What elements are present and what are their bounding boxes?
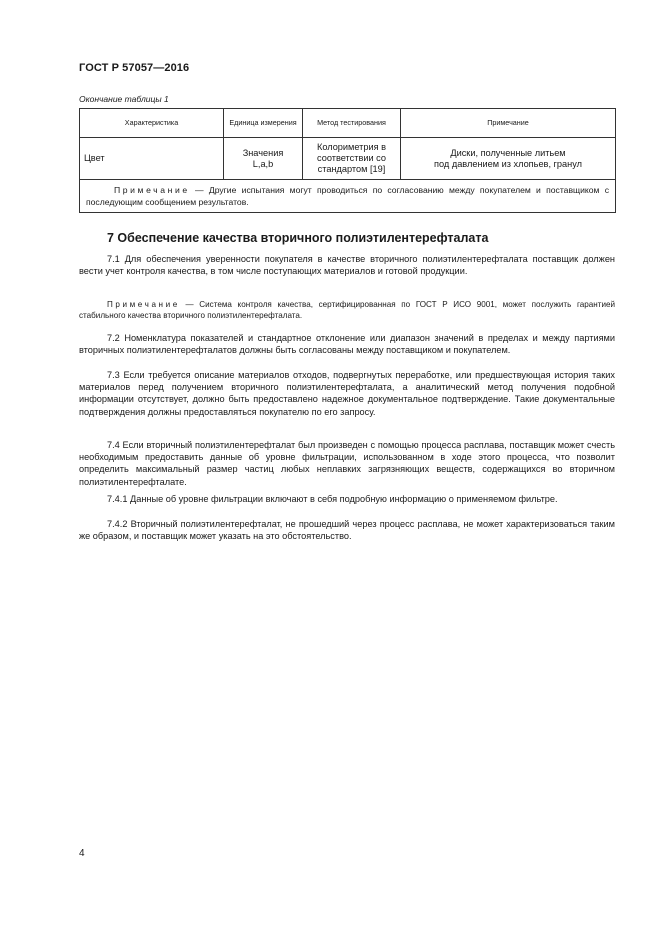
cell-unit-line: Значения [242, 147, 284, 158]
cell-characteristic: Цвет [80, 138, 224, 180]
cell-note [401, 138, 616, 180]
table-row [80, 138, 616, 180]
paragraph-7-1: 7.1 Для обеспечения уверенности покупателя в качестве вторичного полиэтилентерефталата поставщик должен вести учет контроля качества, в том числе поступающих материалов и готовой продукции. [79, 254, 615, 277]
cell-note-line: Диски, полученные литьем [450, 147, 566, 158]
table-note-label: Примечание [114, 185, 190, 195]
cell-method [303, 138, 401, 180]
section-heading: 7 Обеспечение качества вторичного полиэтилентерефталата [107, 231, 489, 245]
cell-unit [224, 138, 303, 180]
column-header-method: Метод тестирования [303, 109, 401, 138]
table-caption: Окончание таблицы 1 [79, 94, 169, 104]
cell-method-line: Колориметрия в [316, 142, 387, 152]
section-note [79, 299, 615, 321]
table-header-row [80, 109, 616, 138]
page-number: 4 [79, 848, 85, 859]
column-header-characteristic: Характеристика [80, 109, 224, 138]
cell-method-line: соответствии со [317, 153, 386, 163]
paragraph-7-4: 7.4 Если вторичный полиэтилентерефталат был произведен с помощью процесса расплава, поставщик может счесть необходимым предоставить данные об уровне фильтрации, использованном в ходе этого процесса, что позволит определить максимальный размер частиц любых неплавких загрязняющих веществ, содержащихся во вторичном полиэтилентерефталате. [79, 440, 615, 487]
paragraph-7-3: 7.3 Если требуется описание материалов отходов, подвергнутых переработке, или предшествующая история таких материалов перед получением вторичного полиэтилентерефталата, а аналитический метод получения подобной информации отсутствует, должно быть предоставлено надежное документальное подтверждение. Такие документальные подтверждения должны предоставляться покупателю по его запросу. [79, 370, 615, 417]
paragraph-7-4-1: 7.4.1 Данные об уровне фильтрации включают в себя подробную информацию о применяемом фильтре. [107, 494, 558, 504]
paragraph-7-2: 7.2 Номенклатура показателей и стандартное отклонение или диапазон значений в пределах и между партиями вторичных полиэтилентерефталатов должны быть согласованы между поставщиком и покупателем. [79, 333, 615, 356]
cell-note-line: под давлением из хлопьев, гранул [434, 158, 582, 169]
column-header-unit: Единица измерения [224, 109, 303, 138]
table-note-text: — Другие испытания могут проводиться по согласованию между покупателем и поставщиком с последующим сообщением результатов. [86, 185, 609, 207]
properties-table [79, 108, 616, 213]
section-note-text: — Система контроля качества, сертифицированная по ГОСТ Р ИСО 9001, может послужить гарантией стабильного качества вторичного полиэтилентерефталата. [79, 300, 615, 321]
table-note [80, 180, 616, 213]
cell-unit-line: L,a,b [252, 158, 274, 169]
paragraph-7-4-2: 7.4.2 Вторичный полиэтилентерефталат, не прошедший через процесс расплава, не может характеризоваться таким же образом, и поставщик может указать на это обстоятельство. [79, 519, 615, 542]
cell-method-line: стандартом [19] [317, 164, 386, 174]
table-note-row [80, 180, 616, 213]
column-header-note: Примечание [401, 109, 616, 138]
document-code: ГОСТ Р 57057—2016 [79, 62, 190, 74]
section-note-label: Примечание [107, 300, 180, 309]
